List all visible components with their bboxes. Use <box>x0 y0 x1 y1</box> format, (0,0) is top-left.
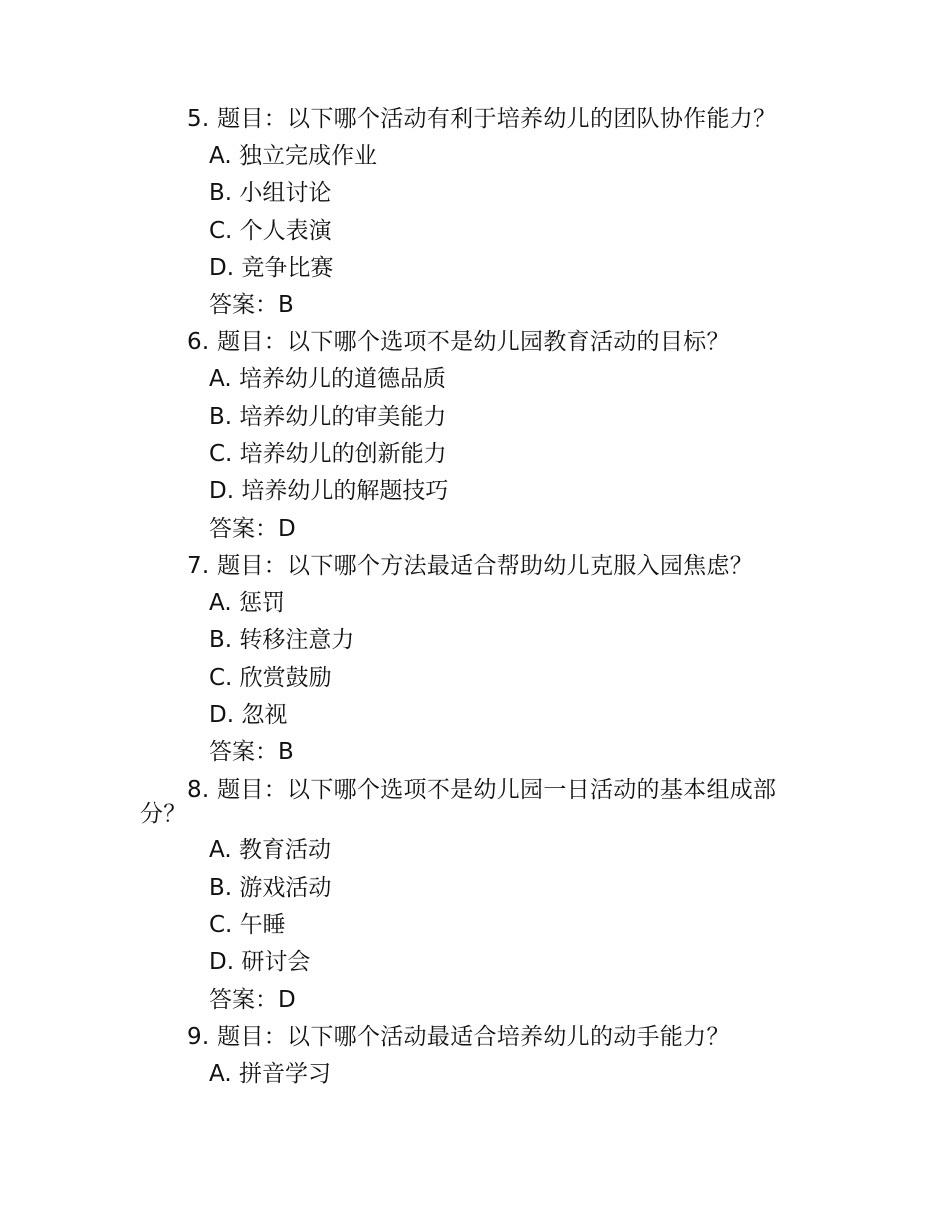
question-8 <box>140 771 820 1018</box>
option-c: C. 欣赏鼓励 <box>209 664 332 691</box>
question-7 <box>140 548 820 771</box>
option-a: A. 拼音学习 <box>209 1060 331 1087</box>
question-list <box>140 101 820 1093</box>
option-a: A. 惩罚 <box>209 589 285 616</box>
question-title: 6. 题目：以下哪个选项不是幼儿园教育活动的目标？ <box>187 329 730 356</box>
option-d: D. 研讨会 <box>209 949 311 976</box>
option-a: A. 教育活动 <box>209 837 331 864</box>
question-5 <box>140 101 820 324</box>
answer: 答案：B <box>209 739 294 766</box>
question-title: 9. 题目：以下哪个活动最适合培养幼儿的动手能力？ <box>187 1023 730 1050</box>
question-6 <box>140 324 820 547</box>
option-b: B. 小组讨论 <box>209 180 332 207</box>
option-d: D. 培养幼儿的解题技巧 <box>209 478 449 505</box>
option-d: D. 忽视 <box>209 701 288 728</box>
option-a: A. 培养幼儿的道德品质 <box>209 366 446 393</box>
option-c: C. 个人表演 <box>209 217 332 244</box>
option-b: B. 培养幼儿的审美能力 <box>209 403 447 430</box>
answer: 答案：B <box>209 292 294 319</box>
option-c: C. 培养幼儿的创新能力 <box>209 441 447 468</box>
question-title: 5. 题目：以下哪个活动有利于培养幼儿的团队协作能力？ <box>187 106 777 132</box>
answer: 答案：D <box>209 986 296 1013</box>
option-c: C. 午睡 <box>209 912 286 939</box>
option-d: D. 竞争比赛 <box>209 254 334 281</box>
answer: 答案：D <box>209 515 296 542</box>
question-title: 8. 题目：以下哪个选项不是幼儿园一日活动的基本组成部分？ <box>140 777 777 828</box>
option-b: B. 转移注意力 <box>209 627 355 654</box>
question-title: 7. 题目：以下哪个方法最适合帮助幼儿克服入园焦虑？ <box>187 552 754 579</box>
option-b: B. 游戏活动 <box>209 874 332 901</box>
question-9 <box>140 1019 820 1093</box>
option-a: A. 独立完成作业 <box>209 143 377 169</box>
